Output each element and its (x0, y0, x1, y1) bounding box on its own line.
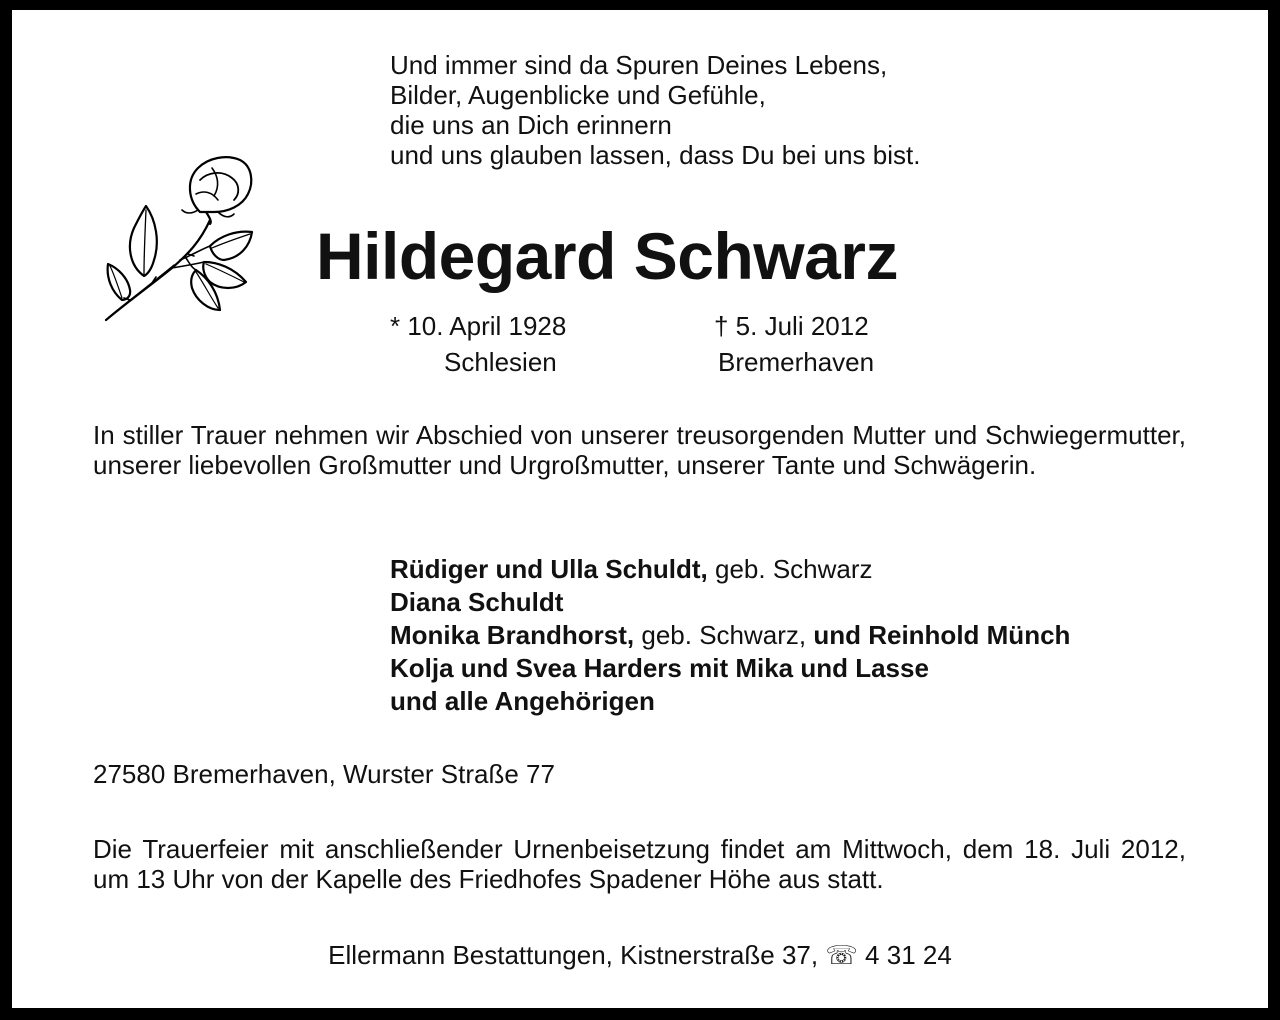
family-member-names: Diana Schuldt (390, 587, 564, 617)
family-line (390, 652, 1070, 685)
rose-icon (100, 150, 260, 330)
birth-date: * 10. April 1928 (390, 311, 567, 341)
verse-line: Bilder, Augenblicke und Gefühle, (390, 80, 766, 110)
family-list (390, 553, 1070, 718)
mourning-text: In stiller Trauer nehmen wir Abschied von unserer treusorgenden Mutter und Schwiegermutter, unserer liebevollen Großmutter und Urgroßmutter, unserer Tante und Schwägerin. (93, 420, 1186, 480)
deceased-name: Hildegard Schwarz (316, 219, 898, 293)
family-member-names: und Reinhold Münch (813, 620, 1071, 650)
family-line (390, 586, 1070, 619)
death-place: Bremerhaven (718, 347, 875, 377)
family-line (390, 685, 1070, 718)
family-line (390, 553, 1070, 586)
family-member-names: Monika Brandhorst, (390, 620, 635, 650)
family-member-names: und alle Angehörigen (390, 686, 655, 716)
verse-line: und uns glauben lassen, dass Du bei uns bist. (390, 140, 921, 170)
family-line (390, 619, 1070, 652)
verse-line: die uns an Dich erinnern (390, 110, 672, 140)
death-date: † 5. Juli 2012 (714, 311, 869, 341)
family-address: 27580 Bremerhaven, Wurster Straße 77 (93, 759, 555, 789)
birth-info (390, 308, 566, 380)
family-member-note: geb. Schwarz, (634, 620, 814, 650)
verse-line: Und immer sind da Spuren Deines Lebens, (390, 50, 888, 80)
service-text: Die Trauerfeier mit anschließender Urnenbeisetzung findet am Mittwoch, dem 18. Juli 2012, um 13 Uhr von der Kapelle des Friedhofes Spadener Höhe aus statt. (93, 834, 1186, 894)
family-member-names: Rüdiger und Ulla Schuldt, (390, 554, 708, 584)
memorial-verse (390, 50, 920, 170)
family-member-note: geb. Schwarz (707, 554, 873, 584)
funeral-home: Ellermann Bestattungen, Kistnerstraße 37, ☏ 4 31 24 (328, 940, 952, 970)
birth-place: Schlesien (444, 347, 557, 377)
death-info (714, 308, 874, 380)
family-member-names: Kolja und Svea Harders mit Mika und Lasse (390, 653, 929, 683)
